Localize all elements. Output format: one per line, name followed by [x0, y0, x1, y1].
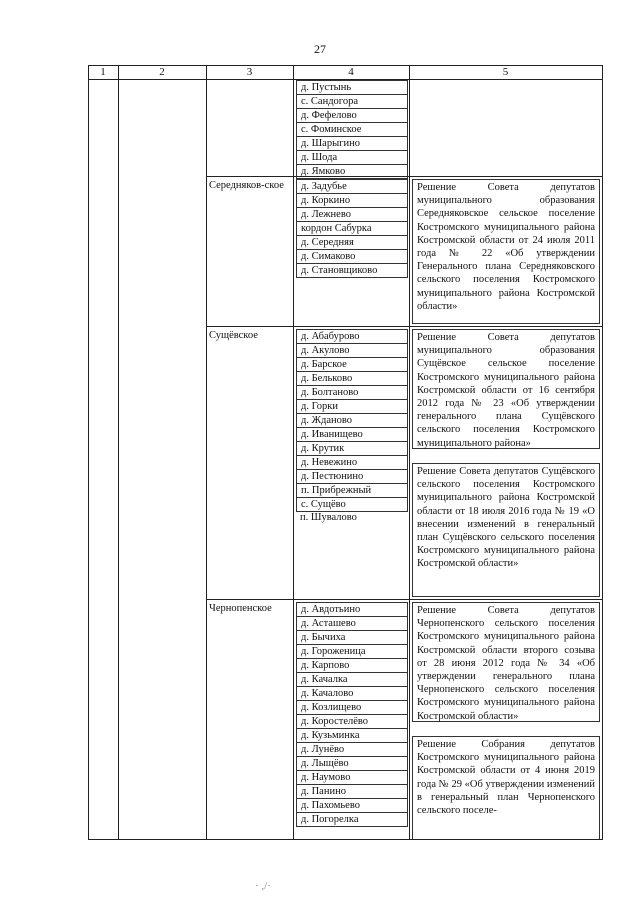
settlement-item: д. Крутик — [296, 441, 408, 456]
settlement-item: д. Фефелово — [296, 108, 408, 123]
settlement-item: д. Панино — [296, 784, 408, 799]
settlement-item: кордон Сабурка — [296, 221, 408, 236]
settlement-item: д. Погорелка — [296, 812, 408, 827]
settlement-item: д. Барское — [296, 357, 408, 372]
settlement-item: д. Шарыгино — [296, 136, 408, 151]
settlement-item: д. Пестюнино — [296, 469, 408, 484]
column-header-1: 1 — [100, 66, 106, 78]
decision-text: Решение Совета депутатов Сущёвского сельского поселения Костромского муниципального района Костромской области от 18 июля 2016 года № 19 «О внесении изменений в генеральный план Сущёвского сельского поселения Костромского муниципального района Костромской области» — [412, 463, 600, 597]
margin-scribble: · ,/· — [255, 880, 271, 892]
settlement-item: д. Качалка — [296, 672, 408, 687]
settlement-item: д. Лежнево — [296, 207, 408, 222]
table-border-bottom — [88, 839, 603, 840]
settlement-item: д. Наумово — [296, 770, 408, 785]
settlement-item: д. Коркино — [296, 193, 408, 208]
column-header-2: 2 — [159, 66, 165, 78]
decision-text: Решение Совета депутатов муниципального образования Середняковское сельское поселение Костромского муниципального района Костромской области от 24 июля 2011 года № 22 «Об утверждении Генерального плана Середняковского сельского поселения Костромского муниципального района Костромской области» — [412, 179, 600, 324]
decision-text: Решение Совета депутатов Чернопенского сельского поселения Костромского муниципального района Костромской области второго созыва от 28 июня 2012 года № 34 «Об утверждении генерального плана Чернопенского сельского поселения Костромского муниципального района Костромской области» — [412, 602, 600, 722]
settlement-item: д. Ямково — [296, 164, 408, 179]
municipality-name: Чернопенское — [209, 603, 272, 614]
row-divider — [206, 599, 603, 600]
settlement-item: с. Сандогора — [296, 94, 408, 109]
col-divider-1 — [118, 65, 119, 840]
municipality-name: Середняков-ское — [209, 180, 284, 191]
settlement-item: д. Пахомьево — [296, 798, 408, 813]
page-number: 27 — [314, 42, 326, 56]
settlement-item: п. Прибрежный — [296, 483, 408, 498]
settlement-item: д. Абабурово — [296, 329, 408, 344]
column-header-3: 3 — [246, 66, 253, 78]
settlement-item: д. Бычиха — [296, 630, 408, 645]
settlements-table — [88, 65, 603, 840]
col-divider-4 — [409, 65, 410, 840]
settlement-item: д. Кузьминка — [296, 728, 408, 743]
settlement-item: с. Сущёво — [296, 497, 408, 512]
settlement-item: д. Пустынь — [296, 80, 408, 95]
col-divider-2 — [206, 65, 207, 840]
settlement-item: д. Лунёво — [296, 742, 408, 757]
decision-text: Решение Совета депутатов муниципального образования Сущёвское сельское поселение Костромского муниципального района Костромской области от 16 сентября 2012 года № 23 «Об утверждении генерального плана Сущёвского сельского поселения Костромского муниципального района» — [412, 329, 600, 449]
settlement-item: д. Середняя — [296, 235, 408, 250]
settlement-item: д. Иванищево — [296, 427, 408, 442]
settlement-item: д. Акулово — [296, 343, 408, 358]
settlement-item: д. Симаково — [296, 249, 408, 264]
settlement-item: с. Фоминское — [296, 122, 408, 137]
table-border-left — [88, 65, 89, 840]
municipality-name: Сущёвское — [209, 330, 258, 341]
settlement-item: д. Авдотьино — [296, 602, 408, 617]
column-header-4: 4 — [348, 66, 354, 78]
settlement-item: д. Горки — [296, 399, 408, 414]
decision-text: Решение Собрания депутатов Костромского муниципального района Костромской области от 4 июня 2019 года № 29 «Об утверждении изменений в генеральный план Чернопенского сельского поселе- — [412, 736, 600, 839]
table-border-right — [602, 65, 603, 840]
row-divider — [206, 326, 603, 327]
settlement-item: д. Асташево — [296, 616, 408, 631]
settlement-item: д. Бельково — [296, 371, 408, 386]
settlement-item: д. Козлищево — [296, 700, 408, 715]
settlement-item: д. Становщиково — [296, 263, 408, 278]
settlement-item: д. Болтаново — [296, 385, 408, 400]
settlement-item: д. Жданово — [296, 413, 408, 428]
settlement-item: д. Задубье — [296, 179, 408, 194]
column-header-5: 5 — [502, 66, 509, 78]
settlement-item: д. Карпово — [296, 658, 408, 673]
settlement-item: д. Шода — [296, 150, 408, 165]
settlement-item: д. Гороженица — [296, 644, 408, 659]
settlement-item: п. Шувалово — [300, 512, 357, 523]
col-divider-3 — [293, 65, 294, 840]
settlement-item: д. Лыщёво — [296, 756, 408, 771]
settlement-item: д. Невежино — [296, 455, 408, 470]
settlement-item: д. Коростелёво — [296, 714, 408, 729]
settlement-item: д. Качалово — [296, 686, 408, 701]
